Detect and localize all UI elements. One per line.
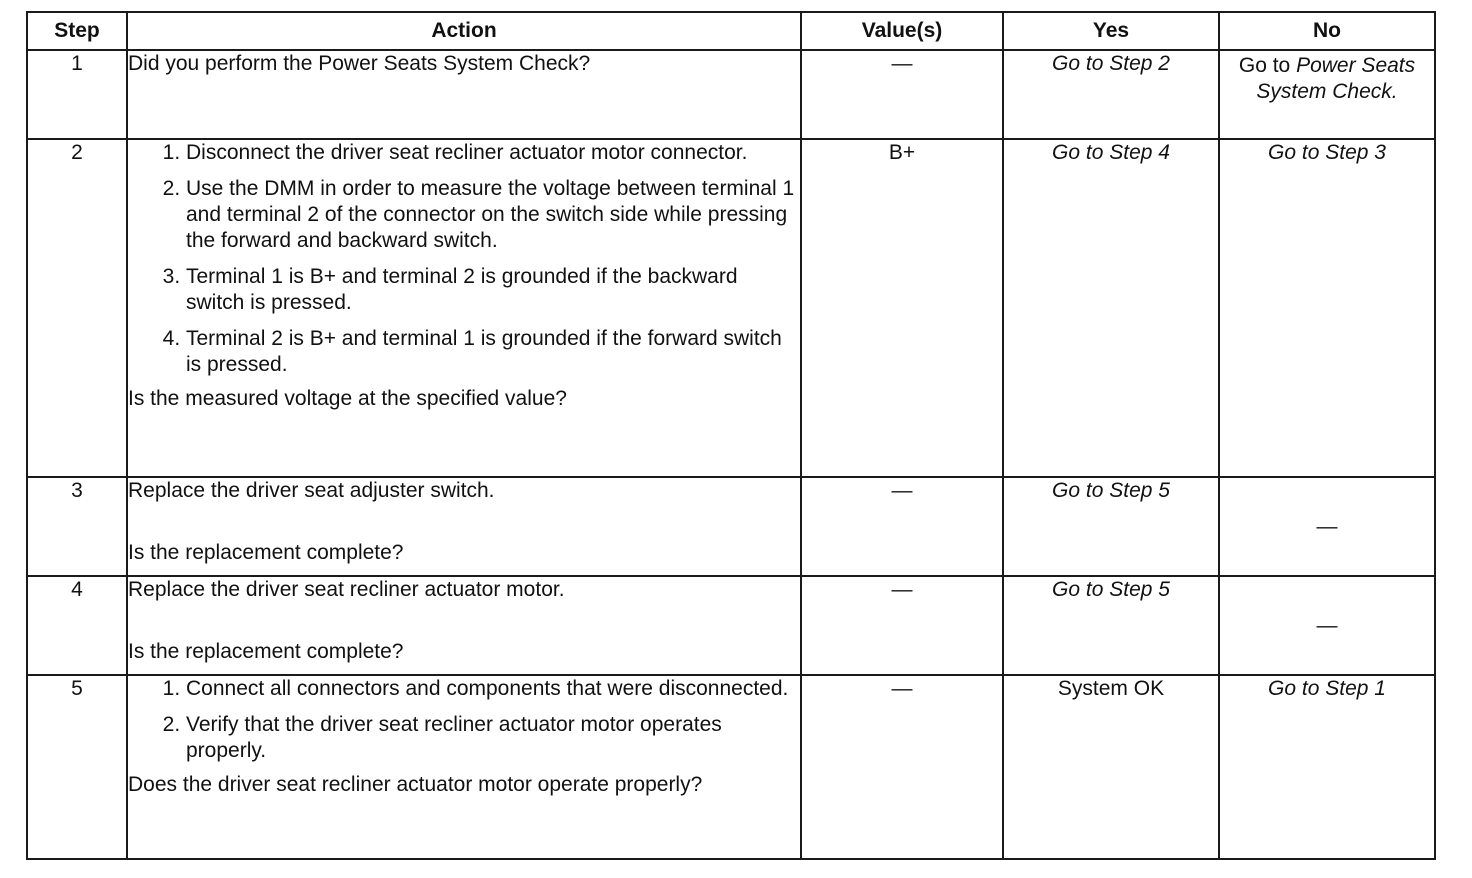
action-text: Replace the driver seat adjuster switch. (128, 479, 495, 502)
action-cell (127, 477, 801, 576)
no-cell: Go to Step 1 (1219, 675, 1435, 859)
action-steps-list (128, 140, 800, 378)
header-row (27, 12, 1435, 50)
table-row (27, 477, 1435, 576)
no-prefix: Go to (1238, 54, 1291, 77)
step-number: 2 (27, 139, 127, 477)
header-yes: Yes (1003, 12, 1219, 50)
action-step-item: 2. Use the DMM in order to measure the voltage between terminal 1 and terminal 2 of the connector on the switch side while pressing the forward and backward switch. (186, 176, 800, 254)
action-cell (127, 50, 801, 139)
header-no: No (1219, 12, 1435, 50)
action-cell (127, 576, 801, 675)
value-cell: — (801, 477, 1003, 576)
value-cell: — (801, 675, 1003, 859)
value-cell: — (801, 50, 1003, 139)
action-step-item: 2. Verify that the driver seat recliner actuator motor operates properly. (186, 712, 800, 764)
action-text: Replace the driver seat recliner actuator motor. (128, 578, 565, 601)
value-cell: B+ (801, 139, 1003, 477)
no-cell: — (1219, 477, 1435, 576)
table-row (27, 576, 1435, 675)
no-cell: Go to Step 3 (1219, 139, 1435, 477)
action-step-item: 4. Terminal 2 is B+ and terminal 1 is grounded if the forward switch is pressed. (186, 326, 800, 378)
table-row (27, 675, 1435, 859)
action-question: Is the measured voltage at the specified value? (128, 387, 567, 410)
yes-cell: Go to Step 5 (1003, 576, 1219, 675)
action-step-item: 1. Disconnect the driver seat recliner actuator motor connector. (186, 140, 800, 166)
header-values: Value(s) (801, 12, 1003, 50)
action-steps-list (128, 676, 800, 764)
yes-cell: Go to Step 2 (1003, 50, 1219, 139)
no-cell: — (1219, 576, 1435, 675)
step-number: 3 (27, 477, 127, 576)
no-link-text: Power Seats System Check. (1256, 54, 1416, 103)
step-number: 1 (27, 50, 127, 139)
step-number: 5 (27, 675, 127, 859)
action-question: Is the replacement complete? (128, 541, 404, 564)
table-row (27, 50, 1435, 139)
diagnostic-table (26, 11, 1436, 860)
action-step-item: 1. Connect all connectors and components that were disconnected. (186, 676, 800, 702)
action-question: Is the replacement complete? (128, 640, 404, 663)
header-step: Step (27, 12, 127, 50)
step-number: 4 (27, 576, 127, 675)
value-cell: — (801, 576, 1003, 675)
action-text: Did you perform the Power Seats System Check? (128, 52, 591, 75)
yes-cell: Go to Step 5 (1003, 477, 1219, 576)
action-question: Does the driver seat recliner actuator motor operate properly? (128, 773, 703, 796)
yes-cell: System OK (1003, 675, 1219, 859)
no-cell (1219, 50, 1435, 139)
yes-cell: Go to Step 4 (1003, 139, 1219, 477)
table-row (27, 139, 1435, 477)
header-action: Action (127, 12, 801, 50)
action-step-item: 3. Terminal 1 is B+ and terminal 2 is grounded if the backward switch is pressed. (186, 264, 800, 316)
action-cell (127, 139, 801, 477)
action-cell (127, 675, 801, 859)
